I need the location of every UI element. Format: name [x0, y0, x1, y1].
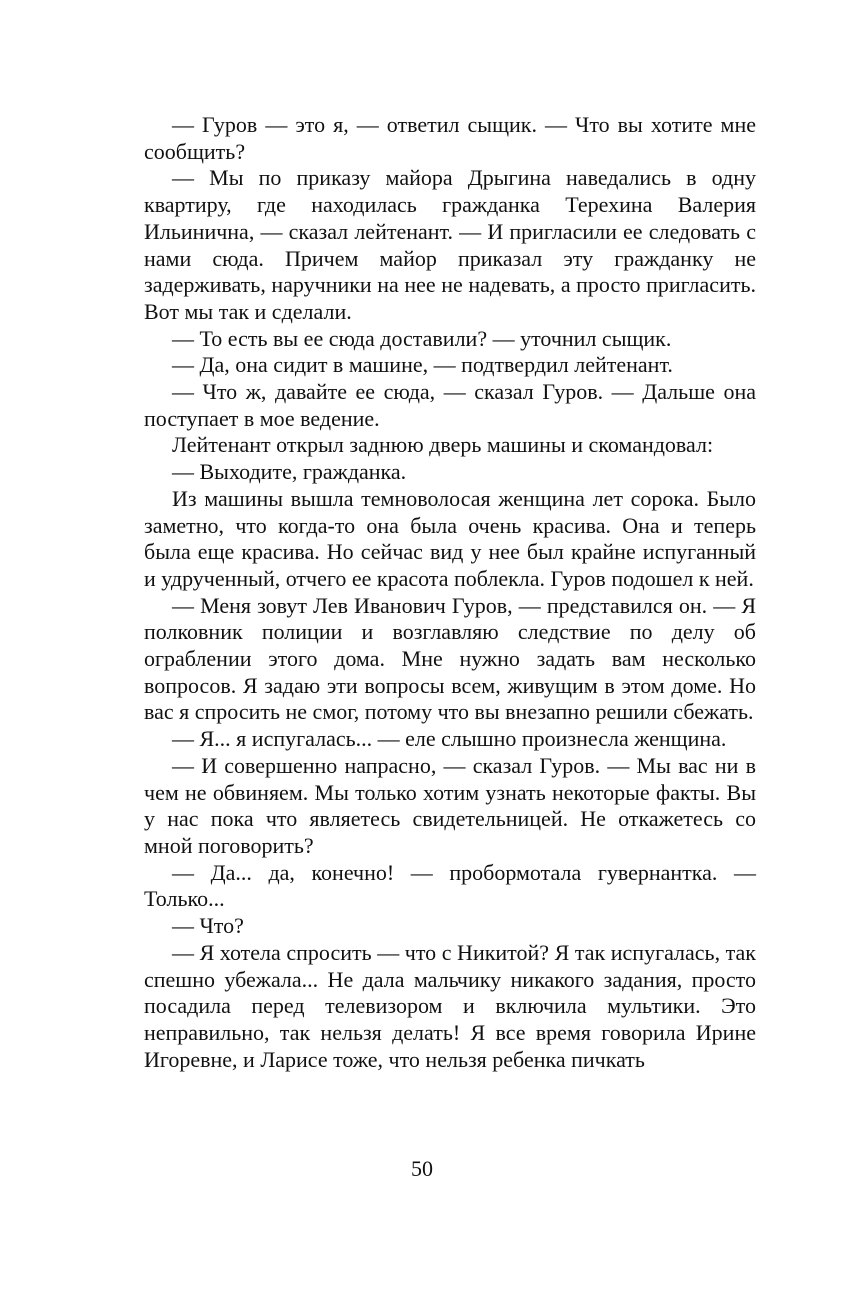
paragraph-14: — Я хотела спросить — что с Никитой? Я так испугалась, так спешно убежала... Не дала мальчику никакого задания, просто посадила перед телевизором и включила мультики. Это неправильно, так нельзя делать! Я все время говорила Ирине Игоревне, и Ларисе тоже, что нельзя ребенка пичкать: [144, 939, 756, 1072]
paragraph-11: — И совершенно напрасно, — сказал Гуров. — Мы вас ни в чем не обвиняем. Мы только хотим узнать некоторые факты. Вы у нас пока что являетесь свидетельницей. Не откажетесь со мной поговорить?: [144, 752, 756, 858]
paragraph-3: — То есть вы ее сюда доставили? — уточнил сыщик.: [172, 325, 672, 351]
paragraph-2: — Мы по приказу майора Дрыгина наведались в одну квартиру, где находилась гражданка Терехина Валерия Ильинична, — сказал лейтенант. — И пригласили ее следовать с нами сюда. Причем майор приказал эту гражданку не задерживать, наручники на нее не надевать, а просто пригласить. Вот мы так и сделали.: [144, 165, 756, 324]
paragraph-13: — Что?: [172, 913, 244, 939]
paragraph-1: — Гуров — это я, — ответил сыщик. — Что вы хотите мне сообщить?: [144, 112, 756, 164]
paragraph-5: — Что ж, давайте ее сюда, — сказал Гуров. — Дальше она поступает в мое ведение.: [144, 379, 756, 431]
paragraph-7: — Выходите, гражданка.: [172, 459, 407, 485]
paragraph-6: Лейтенант открыл заднюю дверь машины и скомандовал:: [172, 432, 714, 458]
page-body: [144, 112, 756, 1073]
paragraph-10: — Я... я испугалась... — еле слышно произнесла женщина.: [172, 726, 727, 752]
paragraph-4: — Да, она сидит в машине, — подтвердил лейтенант.: [172, 352, 673, 378]
paragraph-12: — Да... да, конечно! — пробормотала гувернантка. — Только...: [144, 859, 756, 912]
page-number: 50: [411, 1156, 433, 1181]
paragraph-8: Из машины вышла темноволосая женщина лет сорока. Было заметно, что когда-то она была очень красива. Она и теперь была еще красива. Но сейчас вид у нее был крайне испуганный и удрученный, отчего ее красота поблекла. Гуров подошел к ней.: [144, 485, 756, 591]
paragraph-9: — Меня зовут Лев Иванович Гуров, — представился он. — Я полковник полиции и возглавляю следствие по делу об ограблении этого дома. Мне нужно задать вам несколько вопросов. Я задаю эти вопросы всем, живущим в этом доме. Но вас я спросить не смог, потому что вы внезапно решили сбежать.: [144, 592, 756, 725]
